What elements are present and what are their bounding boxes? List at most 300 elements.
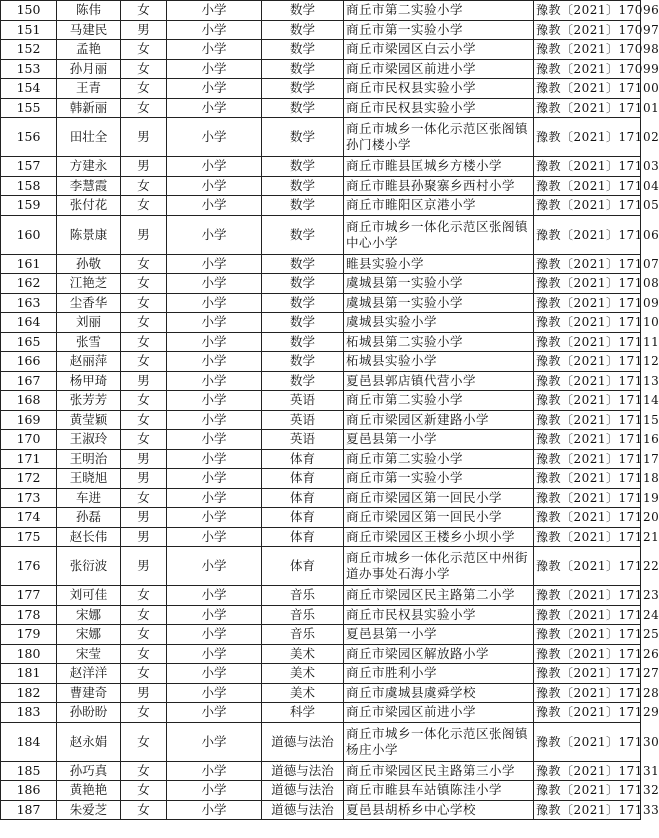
school-name-cell: 商丘市梁园区前进小学 xyxy=(344,59,534,79)
table-row xyxy=(1,605,641,625)
teacher-name-cell: 杨甲琦 xyxy=(57,371,121,391)
school-name-cell: 商丘市睢阳区京港小学 xyxy=(344,196,534,216)
row-number-cell: 185 xyxy=(1,761,57,781)
subject-cell: 体育 xyxy=(262,469,344,489)
teacher-name-cell: 孙月丽 xyxy=(57,59,121,79)
teacher-name-cell: 黄艳艳 xyxy=(57,781,121,801)
gender-cell: 女 xyxy=(121,59,167,79)
school-name-cell: 商丘市胜利小学 xyxy=(344,664,534,684)
table-row xyxy=(1,352,641,372)
school-name-cell: 商丘市民权县实验小学 xyxy=(344,98,534,118)
gender-cell: 女 xyxy=(121,664,167,684)
school-name-cell: 商丘市城乡一体化示范区张阁镇中心小学 xyxy=(344,215,534,254)
subject-cell: 道德与法治 xyxy=(262,781,344,801)
certificate-number-cell: 豫教〔2021〕17117 xyxy=(534,449,641,469)
row-number-cell: 183 xyxy=(1,703,57,723)
certificate-number-cell: 豫教〔2021〕17111 xyxy=(534,332,641,352)
table-row xyxy=(1,293,641,313)
school-level-cell: 小学 xyxy=(167,800,262,820)
table-row xyxy=(1,430,641,450)
certificate-number-cell: 豫教〔2021〕17129 xyxy=(534,703,641,723)
subject-cell: 数学 xyxy=(262,332,344,352)
school-level-cell: 小学 xyxy=(167,352,262,372)
certificate-number-cell: 豫教〔2021〕17125 xyxy=(534,625,641,645)
teacher-name-cell: 王青 xyxy=(57,79,121,99)
gender-cell: 男 xyxy=(121,527,167,547)
certificate-number-cell: 豫教〔2021〕17133 xyxy=(534,800,641,820)
teacher-name-cell: 江艳芝 xyxy=(57,274,121,294)
table-row xyxy=(1,664,641,684)
school-level-cell: 小学 xyxy=(167,40,262,60)
gender-cell: 女 xyxy=(121,781,167,801)
subject-cell: 数学 xyxy=(262,118,344,157)
school-name-cell: 商丘市城乡一体化示范区中州街道办事处石海小学 xyxy=(344,547,534,586)
school-level-cell: 小学 xyxy=(167,313,262,333)
gender-cell: 女 xyxy=(121,98,167,118)
school-name-cell: 商丘市梁园区新建路小学 xyxy=(344,410,534,430)
subject-cell: 美术 xyxy=(262,683,344,703)
subject-cell: 数学 xyxy=(262,40,344,60)
certificate-number-cell: 豫教〔2021〕17099 xyxy=(534,59,641,79)
school-name-cell: 夏邑县第一小学 xyxy=(344,625,534,645)
table-row xyxy=(1,215,641,254)
table-body xyxy=(1,1,659,820)
school-name-cell: 夏邑县第一小学 xyxy=(344,430,534,450)
table-row xyxy=(1,176,641,196)
certificate-number-cell: 豫教〔2021〕17112 xyxy=(534,352,641,372)
teacher-name-cell: 孙盼盼 xyxy=(57,703,121,723)
teacher-name-cell: 张雪 xyxy=(57,332,121,352)
teacher-name-cell: 王淑玲 xyxy=(57,430,121,450)
gender-cell: 男 xyxy=(121,683,167,703)
row-number-cell: 153 xyxy=(1,59,57,79)
table-row xyxy=(1,40,641,60)
subject-cell: 数学 xyxy=(262,196,344,216)
teacher-name-cell: 赵长伟 xyxy=(57,527,121,547)
table-row xyxy=(1,449,641,469)
row-number-cell: 174 xyxy=(1,508,57,528)
gender-cell: 女 xyxy=(121,79,167,99)
subject-cell: 数学 xyxy=(262,313,344,333)
school-name-cell: 柘城县第二实验小学 xyxy=(344,332,534,352)
gender-cell: 女 xyxy=(121,196,167,216)
school-name-cell: 虞城县第一实验小学 xyxy=(344,274,534,294)
gender-cell: 女 xyxy=(121,352,167,372)
row-number-cell: 186 xyxy=(1,781,57,801)
gender-cell: 女 xyxy=(121,800,167,820)
school-name-cell: 商丘市第一实验小学 xyxy=(344,20,534,40)
certificate-number-cell: 豫教〔2021〕17100 xyxy=(534,79,641,99)
teacher-name-cell: 宋莹 xyxy=(57,644,121,664)
school-level-cell: 小学 xyxy=(167,332,262,352)
certificate-number-cell: 豫教〔2021〕17122 xyxy=(534,547,641,586)
school-name-cell: 商丘市梁园区民主路第三小学 xyxy=(344,761,534,781)
table-row xyxy=(1,800,641,820)
gender-cell: 女 xyxy=(121,722,167,761)
subject-cell: 道德与法治 xyxy=(262,761,344,781)
row-number-cell: 178 xyxy=(1,605,57,625)
gender-cell: 女 xyxy=(121,488,167,508)
teacher-name-cell: 赵洋洋 xyxy=(57,664,121,684)
teacher-name-cell: 孟艳 xyxy=(57,40,121,60)
subject-cell: 体育 xyxy=(262,527,344,547)
subject-cell: 音乐 xyxy=(262,605,344,625)
row-number-cell: 175 xyxy=(1,527,57,547)
row-number-cell: 167 xyxy=(1,371,57,391)
row-number-cell: 176 xyxy=(1,547,57,586)
subject-cell: 体育 xyxy=(262,488,344,508)
school-name-cell: 商丘市睢县孙聚寨乡西村小学 xyxy=(344,176,534,196)
certificate-number-cell: 豫教〔2021〕17116 xyxy=(534,430,641,450)
certificate-number-cell: 豫教〔2021〕17118 xyxy=(534,469,641,489)
gender-cell: 女 xyxy=(121,391,167,411)
school-level-cell: 小学 xyxy=(167,761,262,781)
gender-cell: 女 xyxy=(121,761,167,781)
school-name-cell: 商丘市第一实验小学 xyxy=(344,469,534,489)
row-number-cell: 157 xyxy=(1,157,57,177)
school-level-cell: 小学 xyxy=(167,664,262,684)
subject-cell: 体育 xyxy=(262,547,344,586)
row-number-cell: 182 xyxy=(1,683,57,703)
certificate-number-cell: 豫教〔2021〕17131 xyxy=(534,761,641,781)
row-number-cell: 179 xyxy=(1,625,57,645)
gender-cell: 男 xyxy=(121,371,167,391)
school-name-cell: 柘城县实验小学 xyxy=(344,352,534,372)
gender-cell: 女 xyxy=(121,703,167,723)
table-row xyxy=(1,1,641,21)
certificate-number-cell: 豫教〔2021〕17127 xyxy=(534,664,641,684)
table-row xyxy=(1,703,641,723)
subject-cell: 科学 xyxy=(262,703,344,723)
school-level-cell: 小学 xyxy=(167,586,262,606)
school-name-cell: 商丘市城乡一体化示范区张阁镇杨庄小学 xyxy=(344,722,534,761)
table-row xyxy=(1,118,641,157)
school-name-cell: 商丘市民权县实验小学 xyxy=(344,79,534,99)
certificate-number-cell: 豫教〔2021〕17119 xyxy=(534,488,641,508)
gender-cell: 男 xyxy=(121,508,167,528)
school-level-cell: 小学 xyxy=(167,176,262,196)
teacher-name-cell: 尘香华 xyxy=(57,293,121,313)
school-name-cell: 睢县实验小学 xyxy=(344,254,534,274)
row-number-cell: 150 xyxy=(1,1,57,21)
subject-cell: 美术 xyxy=(262,644,344,664)
school-level-cell: 小学 xyxy=(167,371,262,391)
school-name-cell: 商丘市民权县实验小学 xyxy=(344,605,534,625)
table-row xyxy=(1,79,641,99)
subject-cell: 道德与法治 xyxy=(262,722,344,761)
teacher-name-cell: 宋娜 xyxy=(57,605,121,625)
teacher-name-cell: 张付花 xyxy=(57,196,121,216)
teacher-name-cell: 车进 xyxy=(57,488,121,508)
subject-cell: 体育 xyxy=(262,449,344,469)
row-number-cell: 163 xyxy=(1,293,57,313)
teacher-name-cell: 李慧霞 xyxy=(57,176,121,196)
table-row xyxy=(1,683,641,703)
table-row xyxy=(1,781,641,801)
table-row xyxy=(1,332,641,352)
school-name-cell: 商丘市虞城县虞舜学校 xyxy=(344,683,534,703)
certificate-number-cell: 豫教〔2021〕17105 xyxy=(534,196,641,216)
table-row xyxy=(1,20,641,40)
school-name-cell: 商丘市梁园区第一回民小学 xyxy=(344,488,534,508)
subject-cell: 体育 xyxy=(262,508,344,528)
row-number-cell: 155 xyxy=(1,98,57,118)
school-level-cell: 小学 xyxy=(167,157,262,177)
table-row xyxy=(1,274,641,294)
teacher-name-cell: 陈伟 xyxy=(57,1,121,21)
gender-cell: 女 xyxy=(121,430,167,450)
row-number-cell: 154 xyxy=(1,79,57,99)
subject-cell: 数学 xyxy=(262,274,344,294)
certificate-number-cell: 豫教〔2021〕17107 xyxy=(534,254,641,274)
school-level-cell: 小学 xyxy=(167,625,262,645)
school-name-cell: 商丘市第二实验小学 xyxy=(344,449,534,469)
school-level-cell: 小学 xyxy=(167,293,262,313)
school-level-cell: 小学 xyxy=(167,20,262,40)
row-number-cell: 164 xyxy=(1,313,57,333)
table-row xyxy=(1,586,641,606)
teacher-name-cell: 马建民 xyxy=(57,20,121,40)
table-row xyxy=(1,410,641,430)
gender-cell: 男 xyxy=(121,469,167,489)
row-number-cell: 166 xyxy=(1,352,57,372)
school-level-cell: 小学 xyxy=(167,469,262,489)
gender-cell: 男 xyxy=(121,118,167,157)
row-number-cell: 177 xyxy=(1,586,57,606)
subject-cell: 数学 xyxy=(262,59,344,79)
school-level-cell: 小学 xyxy=(167,488,262,508)
table-row xyxy=(1,196,641,216)
row-number-cell: 172 xyxy=(1,469,57,489)
row-number-cell: 158 xyxy=(1,176,57,196)
school-name-cell: 夏邑县胡桥乡中心学校 xyxy=(344,800,534,820)
row-number-cell: 180 xyxy=(1,644,57,664)
gender-cell: 女 xyxy=(121,313,167,333)
gender-cell: 男 xyxy=(121,547,167,586)
school-name-cell: 夏邑县郭店镇代营小学 xyxy=(344,371,534,391)
subject-cell: 数学 xyxy=(262,254,344,274)
school-name-cell: 虞城县第一实验小学 xyxy=(344,293,534,313)
school-level-cell: 小学 xyxy=(167,722,262,761)
school-name-cell: 商丘市睢县匡城乡方楼小学 xyxy=(344,157,534,177)
school-name-cell: 商丘市梁园区解放路小学 xyxy=(344,644,534,664)
school-name-cell: 商丘市睢县车站镇陈洼小学 xyxy=(344,781,534,801)
school-level-cell: 小学 xyxy=(167,215,262,254)
certificate-number-cell: 豫教〔2021〕17101 xyxy=(534,98,641,118)
certificate-number-cell: 豫教〔2021〕17114 xyxy=(534,391,641,411)
certificate-number-cell: 豫教〔2021〕17106 xyxy=(534,215,641,254)
certificate-number-cell: 豫教〔2021〕17113 xyxy=(534,371,641,391)
school-name-cell: 虞城县实验小学 xyxy=(344,313,534,333)
table-row xyxy=(1,313,641,333)
subject-cell: 数学 xyxy=(262,371,344,391)
certificate-number-cell: 豫教〔2021〕17115 xyxy=(534,410,641,430)
table-row xyxy=(1,488,641,508)
gender-cell: 男 xyxy=(121,215,167,254)
certificate-number-cell: 豫教〔2021〕17121 xyxy=(534,527,641,547)
subject-cell: 英语 xyxy=(262,410,344,430)
school-level-cell: 小学 xyxy=(167,196,262,216)
certificate-number-cell: 豫教〔2021〕17120 xyxy=(534,508,641,528)
subject-cell: 数学 xyxy=(262,20,344,40)
subject-cell: 数学 xyxy=(262,79,344,99)
gender-cell: 女 xyxy=(121,410,167,430)
school-level-cell: 小学 xyxy=(167,527,262,547)
table-row xyxy=(1,625,641,645)
gender-cell: 女 xyxy=(121,644,167,664)
subject-cell: 音乐 xyxy=(262,625,344,645)
row-number-cell: 151 xyxy=(1,20,57,40)
subject-cell: 音乐 xyxy=(262,586,344,606)
school-level-cell: 小学 xyxy=(167,508,262,528)
teacher-name-cell: 赵丽萍 xyxy=(57,352,121,372)
teacher-name-cell: 孙敬 xyxy=(57,254,121,274)
gender-cell: 女 xyxy=(121,586,167,606)
subject-cell: 英语 xyxy=(262,430,344,450)
school-level-cell: 小学 xyxy=(167,644,262,664)
row-number-cell: 162 xyxy=(1,274,57,294)
certificate-number-cell: 豫教〔2021〕17098 xyxy=(534,40,641,60)
gender-cell: 女 xyxy=(121,176,167,196)
certificate-number-cell: 豫教〔2021〕17096 xyxy=(534,1,641,21)
subject-cell: 数学 xyxy=(262,1,344,21)
gender-cell: 女 xyxy=(121,293,167,313)
table-row xyxy=(1,722,641,761)
certificate-number-cell: 豫教〔2021〕17104 xyxy=(534,176,641,196)
school-level-cell: 小学 xyxy=(167,391,262,411)
teacher-name-cell: 曹建奇 xyxy=(57,683,121,703)
certificate-number-cell: 豫教〔2021〕17109 xyxy=(534,293,641,313)
table-row xyxy=(1,98,641,118)
school-level-cell: 小学 xyxy=(167,449,262,469)
table-row xyxy=(1,508,641,528)
certificate-number-cell: 豫教〔2021〕17132 xyxy=(534,781,641,801)
row-number-cell: 161 xyxy=(1,254,57,274)
school-name-cell: 商丘市城乡一体化示范区张阁镇孙门楼小学 xyxy=(344,118,534,157)
teacher-name-cell: 刘丽 xyxy=(57,313,121,333)
row-number-cell: 168 xyxy=(1,391,57,411)
school-name-cell: 商丘市梁园区民主路第二小学 xyxy=(344,586,534,606)
school-level-cell: 小学 xyxy=(167,118,262,157)
school-level-cell: 小学 xyxy=(167,683,262,703)
row-number-cell: 152 xyxy=(1,40,57,60)
school-level-cell: 小学 xyxy=(167,254,262,274)
certificate-number-cell: 豫教〔2021〕17123 xyxy=(534,586,641,606)
certificate-number-cell: 豫教〔2021〕17128 xyxy=(534,683,641,703)
row-number-cell: 171 xyxy=(1,449,57,469)
table-row xyxy=(1,254,641,274)
certificate-number-cell: 豫教〔2021〕17102 xyxy=(534,118,641,157)
teacher-name-cell: 田壮全 xyxy=(57,118,121,157)
teacher-name-cell: 朱爱芝 xyxy=(57,800,121,820)
gender-cell: 女 xyxy=(121,332,167,352)
subject-cell: 数学 xyxy=(262,98,344,118)
teacher-name-cell: 张芳芳 xyxy=(57,391,121,411)
school-level-cell: 小学 xyxy=(167,59,262,79)
subject-cell: 道德与法治 xyxy=(262,800,344,820)
teacher-name-cell: 孙磊 xyxy=(57,508,121,528)
table-row xyxy=(1,761,641,781)
certificate-number-cell: 豫教〔2021〕17130 xyxy=(534,722,641,761)
teacher-name-cell: 王明治 xyxy=(57,449,121,469)
table-row xyxy=(1,157,641,177)
table-row xyxy=(1,391,641,411)
certificate-number-cell: 豫教〔2021〕17110 xyxy=(534,313,641,333)
school-level-cell: 小学 xyxy=(167,410,262,430)
gender-cell: 男 xyxy=(121,449,167,469)
school-name-cell: 商丘市第二实验小学 xyxy=(344,391,534,411)
gender-cell: 男 xyxy=(121,20,167,40)
row-number-cell: 156 xyxy=(1,118,57,157)
row-number-cell: 160 xyxy=(1,215,57,254)
teacher-name-cell: 刘可佳 xyxy=(57,586,121,606)
teacher-name-cell: 孙巧真 xyxy=(57,761,121,781)
row-number-cell: 170 xyxy=(1,430,57,450)
table-row xyxy=(1,527,641,547)
subject-cell: 数学 xyxy=(262,352,344,372)
table-row xyxy=(1,469,641,489)
gender-cell: 男 xyxy=(121,157,167,177)
row-number-cell: 184 xyxy=(1,722,57,761)
certificate-number-cell: 豫教〔2021〕17108 xyxy=(534,274,641,294)
subject-cell: 数学 xyxy=(262,215,344,254)
teacher-name-cell: 黄莹颖 xyxy=(57,410,121,430)
school-level-cell: 小学 xyxy=(167,547,262,586)
school-level-cell: 小学 xyxy=(167,703,262,723)
teacher-name-cell: 赵永娟 xyxy=(57,722,121,761)
teacher-name-cell: 韩新丽 xyxy=(57,98,121,118)
school-level-cell: 小学 xyxy=(167,1,262,21)
subject-cell: 数学 xyxy=(262,176,344,196)
school-level-cell: 小学 xyxy=(167,79,262,99)
certificate-number-cell: 豫教〔2021〕17126 xyxy=(534,644,641,664)
school-name-cell: 商丘市梁园区王楼乡小坝小学 xyxy=(344,527,534,547)
gender-cell: 女 xyxy=(121,274,167,294)
row-number-cell: 169 xyxy=(1,410,57,430)
teacher-name-cell: 王晓旭 xyxy=(57,469,121,489)
gender-cell: 女 xyxy=(121,1,167,21)
table-row xyxy=(1,644,641,664)
row-number-cell: 165 xyxy=(1,332,57,352)
teacher-name-cell: 方建永 xyxy=(57,157,121,177)
school-level-cell: 小学 xyxy=(167,781,262,801)
school-name-cell: 商丘市梁园区白云小学 xyxy=(344,40,534,60)
subject-cell: 数学 xyxy=(262,157,344,177)
table-row xyxy=(1,371,641,391)
row-number-cell: 159 xyxy=(1,196,57,216)
row-number-cell: 173 xyxy=(1,488,57,508)
certificate-number-cell: 豫教〔2021〕17103 xyxy=(534,157,641,177)
school-level-cell: 小学 xyxy=(167,98,262,118)
gender-cell: 女 xyxy=(121,605,167,625)
school-name-cell: 商丘市梁园区第一回民小学 xyxy=(344,508,534,528)
teacher-name-cell: 陈景康 xyxy=(57,215,121,254)
school-name-cell: 商丘市梁园区前进小学 xyxy=(344,703,534,723)
school-level-cell: 小学 xyxy=(167,430,262,450)
row-number-cell: 187 xyxy=(1,800,57,820)
certificate-number-cell: 豫教〔2021〕17124 xyxy=(534,605,641,625)
subject-cell: 美术 xyxy=(262,664,344,684)
school-level-cell: 小学 xyxy=(167,274,262,294)
table-row xyxy=(1,59,641,79)
school-name-cell: 商丘市第二实验小学 xyxy=(344,1,534,21)
gender-cell: 女 xyxy=(121,625,167,645)
gender-cell: 女 xyxy=(121,40,167,60)
subject-cell: 英语 xyxy=(262,391,344,411)
subject-cell: 数学 xyxy=(262,293,344,313)
certificate-number-cell: 豫教〔2021〕17097 xyxy=(534,20,641,40)
school-level-cell: 小学 xyxy=(167,605,262,625)
